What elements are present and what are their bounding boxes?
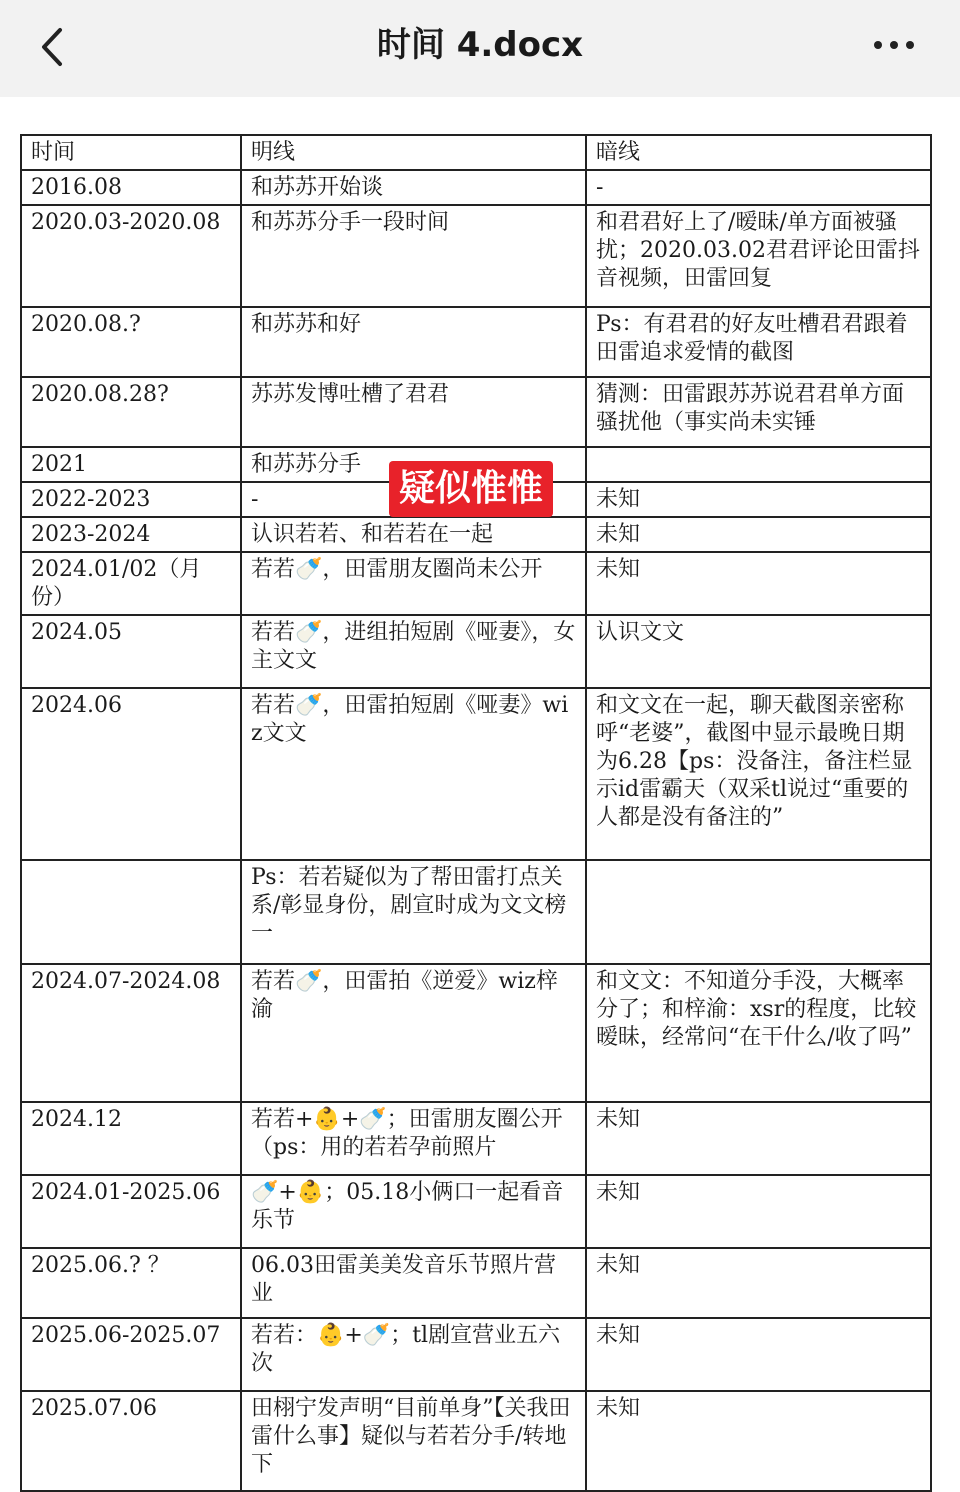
cell-hidden-line: 未知 xyxy=(586,517,931,552)
cell-main-line: - xyxy=(241,482,586,517)
cell-time: 2024.12 xyxy=(21,1102,241,1175)
cell-main-line: 认识若若、和若若在一起 xyxy=(241,517,586,552)
cell-time: 2020.08.28? xyxy=(21,377,241,447)
cell-hidden-line: 未知 xyxy=(586,552,931,615)
cell-hidden-line: 未知 xyxy=(586,482,931,517)
table-row xyxy=(21,205,931,307)
cell-main-line: 和苏苏和好 xyxy=(241,307,586,377)
cell-hidden-line: 未知 xyxy=(586,1175,931,1248)
timeline-table xyxy=(20,134,932,1492)
more-horizontal-icon xyxy=(862,22,926,68)
cell-main-line: 若若+👶+🍼；田雷朋友圈公开（ps：用的若若孕前照片 xyxy=(241,1102,586,1175)
cell-main-line: 田栩宁发声明“目前单身”【关我田雷什么事】疑似与若若分手/转地下 xyxy=(241,1391,586,1491)
cell-time xyxy=(21,860,241,964)
cell-main-line: 若若：👶+🍼；tl剧宣营业五六次 xyxy=(241,1318,586,1391)
cell-time: 2024.07-2024.08 xyxy=(21,964,241,1102)
table-row xyxy=(21,307,931,377)
cell-time: 2023-2024 xyxy=(21,517,241,552)
red-watermark-label: 疑似惟惟 xyxy=(389,461,553,517)
cell-hidden-line: 和文文：不知道分手没，大概率分了；和梓渝：xsr的程度，比较暧昧，经常问“在干什么/收了吗” xyxy=(586,964,931,1102)
more-options-button[interactable] xyxy=(862,22,926,68)
cell-time: 2020.03-2020.08 xyxy=(21,205,241,307)
cell-time: 2024.01-2025.06 xyxy=(21,1175,241,1248)
table-row xyxy=(21,1318,931,1391)
cell-time: 2020.08.? xyxy=(21,307,241,377)
cell-main-line: 和苏苏分手 xyxy=(241,447,586,482)
top-navigation-bar xyxy=(0,0,960,97)
table-row xyxy=(21,170,931,205)
cell-hidden-line: 和文文在一起，聊天截图亲密称呼“老婆”，截图中显示最晚日期为6.28【ps：没备注，备注栏显示id雷霸天（双采tl说过“重要的人都是没有备注的” xyxy=(586,688,931,860)
header-time: 时间 xyxy=(21,135,241,170)
header-main-line: 明线 xyxy=(241,135,586,170)
cell-main-line: 06.03田雷美美发音乐节照片营业 xyxy=(241,1248,586,1318)
table-row xyxy=(21,1248,931,1318)
table-row xyxy=(21,688,931,860)
table-row xyxy=(21,1175,931,1248)
cell-hidden-line: 未知 xyxy=(586,1318,931,1391)
table-row xyxy=(21,377,931,447)
cell-main-line: 若若🍼，田雷拍《逆爱》wiz梓渝 xyxy=(241,964,586,1102)
cell-main-line: 苏苏发博吐槽了君君 xyxy=(241,377,586,447)
cell-main-line: 🍼+👶；05.18小俩口一起看音乐节 xyxy=(241,1175,586,1248)
cell-time: 2024.06 xyxy=(21,688,241,860)
cell-time: 2025.06.? ？ xyxy=(21,1248,241,1318)
cell-time: 2025.06-2025.07 xyxy=(21,1318,241,1391)
table-row xyxy=(21,1102,931,1175)
cell-time: 2025.07.06 xyxy=(21,1391,241,1491)
cell-time: 2022-2023 xyxy=(21,482,241,517)
cell-time: 2016.08 xyxy=(21,170,241,205)
cell-time: 2021 xyxy=(21,447,241,482)
table-row xyxy=(21,964,931,1102)
header-hidden-line: 暗线 xyxy=(586,135,931,170)
cell-hidden-line: 未知 xyxy=(586,1248,931,1318)
cell-hidden-line: 未知 xyxy=(586,1391,931,1491)
cell-hidden-line: 和君君好上了/暧昧/单方面被骚扰；2020.03.02君君评论田雷抖音视频，田雷回复 xyxy=(586,205,931,307)
cell-hidden-line: 认识文文 xyxy=(586,615,931,688)
cell-main-line: 和苏苏开始谈 xyxy=(241,170,586,205)
document-content xyxy=(20,134,930,1477)
cell-hidden-line xyxy=(586,860,931,964)
table-row xyxy=(21,552,931,615)
cell-hidden-line: 猜测：田雷跟苏苏说君君单方面骚扰他（事实尚未实锤 xyxy=(586,377,931,447)
cell-hidden-line: Ps：有君君的好友吐槽君君跟着田雷追求爱情的截图 xyxy=(586,307,931,377)
table-row xyxy=(21,860,931,964)
cell-main-line: Ps：若若疑似为了帮田雷打点关系/彰显身份，剧宣时成为文文榜一 xyxy=(241,860,586,964)
cell-main-line: 若若🍼，田雷朋友圈尚未公开 xyxy=(241,552,586,615)
cell-hidden-line: - xyxy=(586,170,931,205)
cell-time: 2024.01/02（月份） xyxy=(21,552,241,615)
table-header-row xyxy=(21,135,931,170)
document-title: 时间 4.docx xyxy=(376,25,584,65)
table-row xyxy=(21,615,931,688)
table-row xyxy=(21,1391,931,1491)
cell-main-line: 若若🍼，进组拍短剧《哑妻》，女主文文 xyxy=(241,615,586,688)
cell-main-line: 和苏苏分手一段时间 xyxy=(241,205,586,307)
cell-time: 2024.05 xyxy=(21,615,241,688)
cell-main-line: 若若🍼，田雷拍短剧《哑妻》wiz文文 xyxy=(241,688,586,860)
cell-hidden-line xyxy=(586,447,931,482)
cell-hidden-line: 未知 xyxy=(586,1102,931,1175)
table-row xyxy=(21,517,931,552)
